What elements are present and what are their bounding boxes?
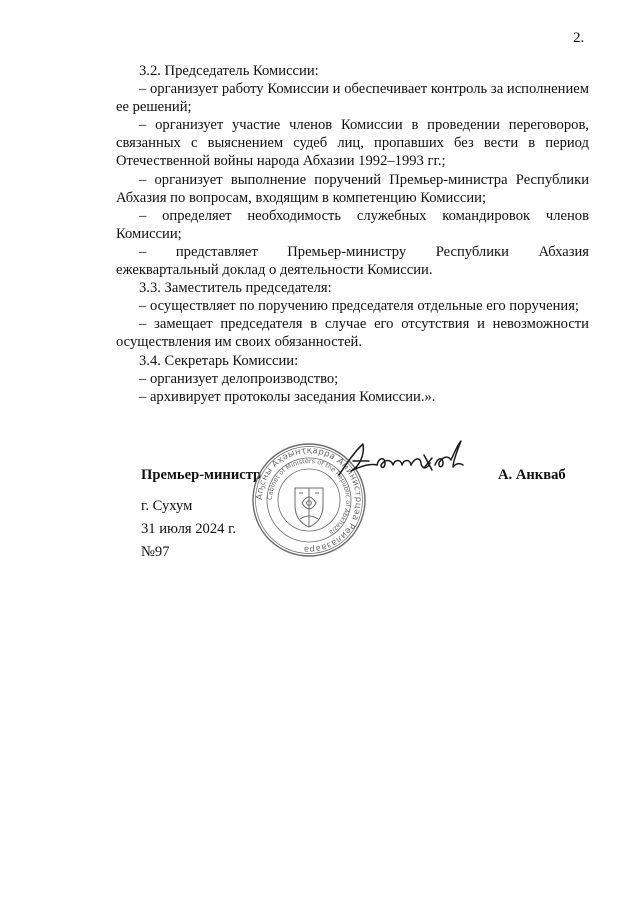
- paragraph: – организует выполнение поручений Премьер-министра Республики Абхазия по вопросам, входящим в компетенцию Комиссии;: [116, 171, 589, 206]
- seal-outer-text: Аҧсны Аҳәынҭқарра Аминистрцәа Реилазаара: [254, 445, 364, 555]
- signatory-role: Премьер-министр: [141, 467, 262, 483]
- signatory-name: А. Анкваб: [498, 467, 566, 483]
- paragraph: – замещает председателя в случае его отсутствия и невозможности осуществления им своих обязанностей.: [116, 316, 589, 351]
- paragraph: – организует участие членов Комиссии в проведении переговоров, связанных с выяснением судеб лиц, пропавших без вести в период Отечественной войны народа Абхазии 1992–1993 гг.;: [116, 117, 589, 170]
- paragraph: – определяет необходимость служебных командировок членов Комиссии;: [116, 207, 589, 242]
- paragraph: 3.4. Секретарь Комиссии:: [139, 352, 299, 369]
- paragraph: 3.2. Председатель Комиссии:: [139, 63, 319, 79]
- seal-inner-text: Cabinet of Ministers of the Republic of Abkhazia: [265, 456, 353, 537]
- paragraph: 3.3. Заместитель председателя:: [139, 280, 332, 297]
- paragraph: – представляет Премьер-министру Республики Абхазия ежеквартальный доклад о деятельности Комиссии.: [116, 243, 589, 279]
- page-number: 2.: [573, 30, 585, 46]
- paragraph: – осуществляет по поручению председателя отдельные его поручения;: [139, 298, 579, 315]
- document-body: [116, 62, 589, 406]
- signing-date: 31 июля 2024 г.: [141, 521, 237, 537]
- place-of-signing: г. Сухум: [141, 498, 193, 514]
- paragraph: – архивирует протоколы заседания Комиссии.».: [139, 388, 436, 405]
- paragraph: – организует работу Комиссии и обеспечивает контроль за исполнением ее решений;: [116, 81, 589, 116]
- signature-icon: [335, 437, 470, 481]
- paragraph: – организует делопроизводство;: [139, 370, 339, 387]
- document-number: №97: [141, 544, 170, 560]
